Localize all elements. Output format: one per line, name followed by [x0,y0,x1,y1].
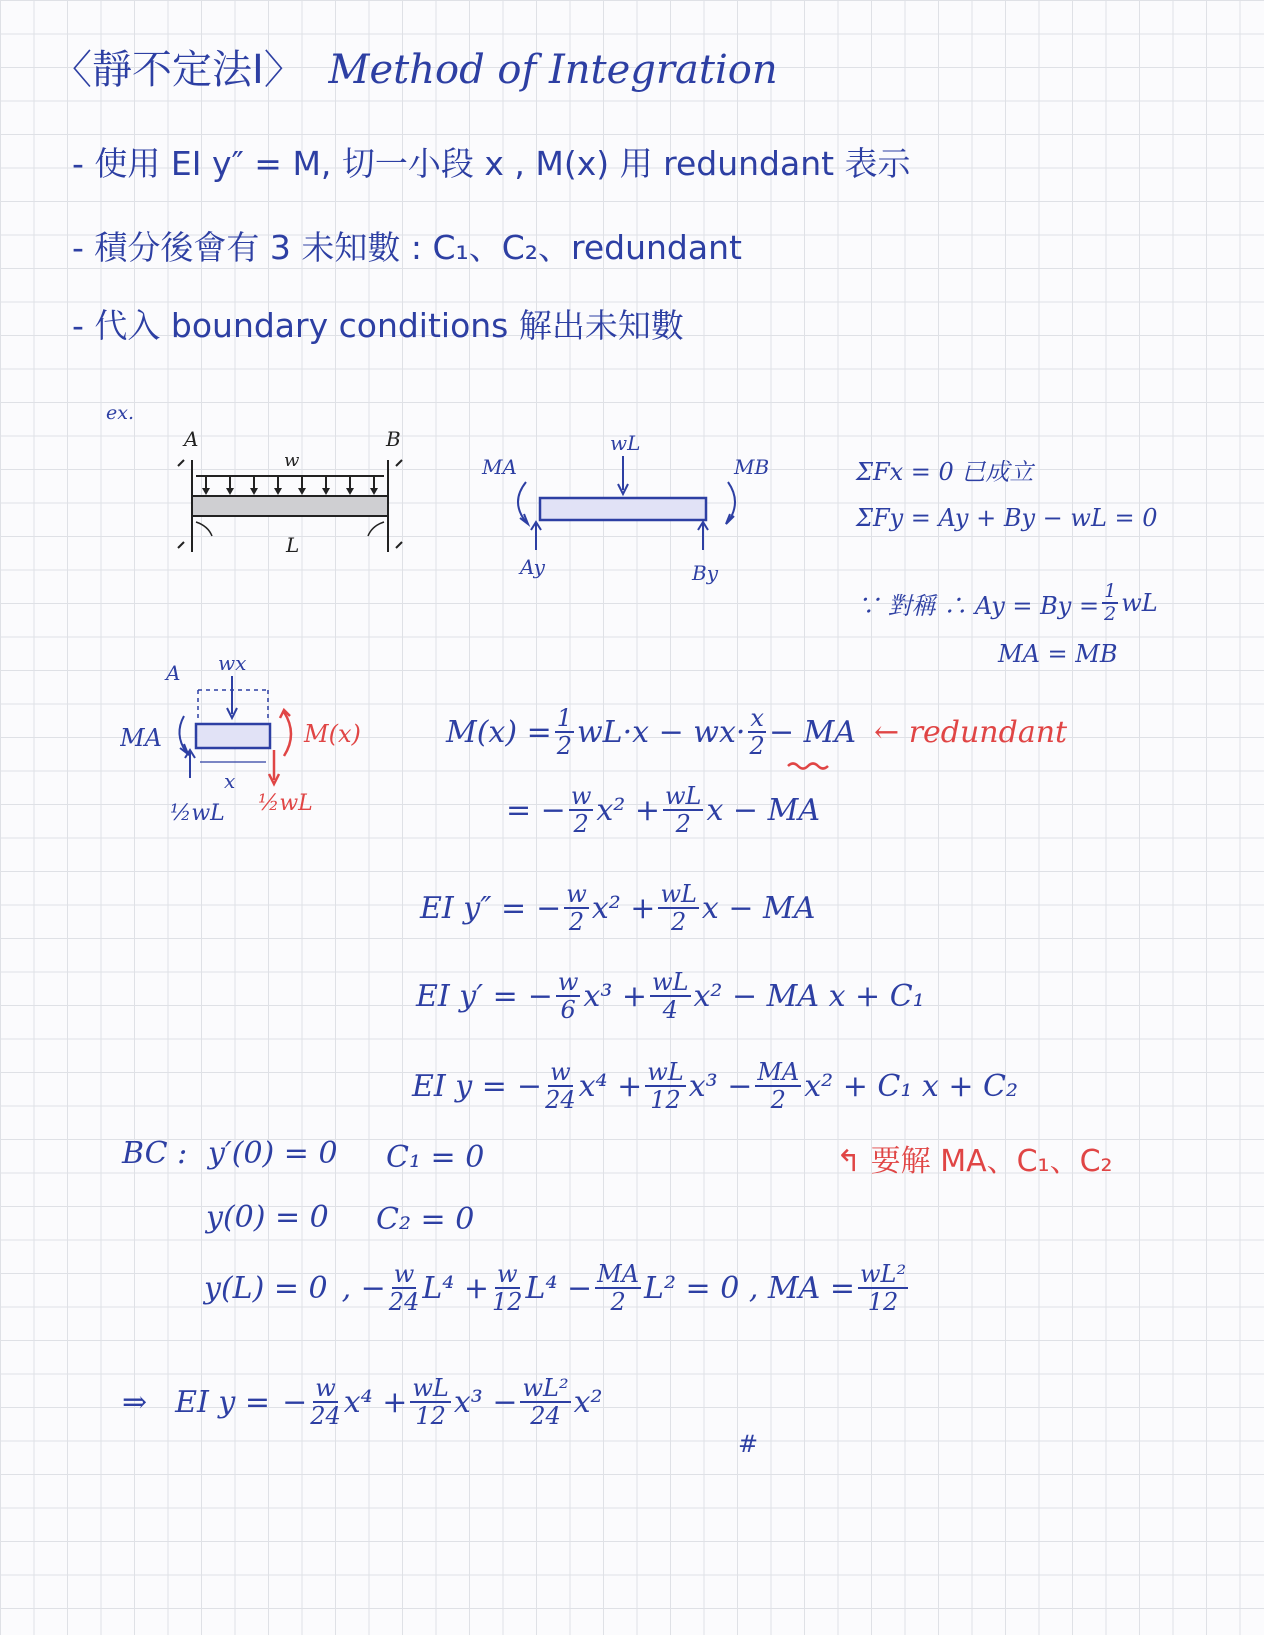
redundant-note: ← redundant [874,714,1068,750]
eq3-f3n: MA [757,1058,800,1086]
section-moment-left: MA [120,724,162,752]
bc-row3-f4d: 12 [867,1288,899,1316]
bullet-1: - 使用 EI y″ = M, 切一小段 x , M(x) 用 redundant 表示 [72,144,911,183]
eq2-f2n: wL [652,968,689,996]
beam2-reaction-right: By [692,561,718,585]
eq3-f3d: 2 [770,1086,786,1114]
redundant-underline [786,760,836,772]
bc-row2-result: C₂ = 0 [376,1202,475,1237]
bc-row3-f2d: 12 [491,1288,523,1316]
eq3-c: x³ − [688,1068,753,1104]
moment-equation-line2 [506,784,820,836]
symmetry-frac-den: 2 [1104,603,1117,625]
bc-row3-c: L⁴ − [525,1270,593,1306]
final-f3n: wL² [522,1374,569,1402]
bc-row3 [204,1262,911,1314]
bc-row3-f4n: wL² [859,1260,907,1288]
bc-row3-d: L² = 0 , MA = [644,1270,855,1306]
section-dimension: x [224,769,236,793]
section-free-body-diagram [120,650,390,840]
equilibrium-symmetry [856,582,1158,624]
eq3-a: − [516,1068,543,1104]
bc-row3-f3n: MA [597,1260,640,1288]
eq3-f1d: 24 [545,1086,576,1114]
eq3-b: x⁴ + [578,1068,643,1104]
eq2-a: − [527,978,553,1014]
bc-row3-a: , − [341,1270,386,1306]
eq1-c: x − MA [701,890,816,926]
integration-eq2 [416,970,925,1022]
bc-label: BC : [122,1136,188,1171]
section-reaction: ½wL [170,801,225,826]
equilibrium-fx: ΣFx = 0 已成立 [856,458,1034,486]
title-chinese: 〈靜不定法Ⅰ〉 [52,47,304,93]
beam1-label-b: B [386,427,401,451]
eq1-f2d: 2 [671,908,687,936]
bc-row3-f1n: w [393,1260,415,1288]
final-d: x² [573,1384,603,1420]
eq3-f1n: w [550,1058,571,1086]
eq1-b: x² + [591,890,656,926]
beam1-label-a: A [184,427,199,451]
bc-row3-b: L⁴ + [422,1270,489,1306]
moment-l2-frac1-num: w [570,782,592,810]
end-mark: # [738,1430,759,1458]
eq2-f1d: 6 [560,996,576,1024]
moment-l2-start: = − [506,792,566,828]
eq1-f2n: wL [660,880,697,908]
final-c: x³ − [453,1384,518,1420]
eq3-f2n: wL [647,1058,684,1086]
final-arrow: ⇒ [122,1384,148,1420]
moment-frac2-den: 2 [749,732,765,760]
bc-row3-f2n: w [496,1260,518,1288]
beam2-moment-left: MA [482,455,517,479]
final-f1n: w [315,1374,336,1402]
integration-eq1 [420,882,815,934]
bc-row3-f1d: 24 [388,1288,420,1316]
beam-free-body-diagram [480,430,780,600]
eq3-d: x² + C₁ x + C₂ [804,1068,1019,1104]
integration-eq3 [412,1060,1018,1112]
bc-row1-result: C₁ = 0 [386,1140,485,1175]
final-b: x⁴ + [343,1384,408,1420]
eq1-f1n: w [566,880,587,908]
bc-row2-cond: y(0) = 0 [206,1200,329,1235]
moment-l2-end: x − MA [706,792,820,828]
eq1-lhs: EI y″ = [420,890,527,926]
bullet-2: - 積分後會有 3 未知數 : C₁、C₂、redundant [72,228,742,267]
section-shear: ½wL [258,791,313,816]
final-a: − [282,1384,308,1420]
final-equation [122,1376,603,1428]
page-title [52,38,778,95]
eq3-f2d: 12 [650,1086,681,1114]
fixed-beam-diagram [160,420,420,580]
final-lhs: EI y = [175,1384,271,1420]
moment-frac2-num: x [750,704,764,732]
equilibrium-fy: ΣFy = Ay + By − wL = 0 [856,504,1158,532]
moment-term1: wL·x − wx· [577,714,746,750]
eq2-c: x² − MA x + C₁ [693,978,925,1014]
symmetry-tail: wL [1121,589,1158,617]
eq2-b: x³ + [583,978,648,1014]
moment-frac1-den: 2 [556,732,572,760]
bc-row3-f3d: 2 [610,1288,626,1316]
final-f2d: 12 [415,1402,446,1430]
example-label: ex. [106,402,134,424]
moment-l2-mid: x² + [596,792,660,828]
bc-row1-cond: y′(0) = 0 [208,1136,338,1171]
moment-l2-frac1-den: 2 [573,810,589,838]
section-load: wx [218,651,247,675]
beam2-moment-right: MB [734,455,770,479]
eq1-a: − [536,890,562,926]
symmetry-text: ∵ 對稱 ∴ Ay = By = [856,591,1100,620]
section-moment-right: M(x) [304,720,361,748]
beam1-length: L [286,533,300,557]
beam2-reaction-left: Ay [520,555,545,579]
moment-equation [446,706,1067,758]
equilibrium-moments: MA = MB [998,640,1118,668]
moment-l2-frac2-den: 2 [675,810,691,838]
title-english: Method of Integration [328,47,778,93]
eq2-lhs: EI y′ = [416,978,518,1014]
final-f1d: 24 [310,1402,341,1430]
symmetry-frac-num: 1 [1104,580,1117,602]
moment-l2-frac2-num: wL [664,782,702,810]
moment-term2: − MA [768,714,857,750]
bc-row3-cond: y(L) = 0 [204,1270,328,1306]
unknowns-note: ↰ 要解 MA、C₁、C₂ [836,1144,1113,1179]
eq1-f1d: 2 [568,908,585,936]
final-f2n: wL [412,1374,449,1402]
section-label-a: A [166,661,181,685]
eq3-lhs: EI y = [412,1068,507,1104]
moment-eq-lhs: M(x) = [446,714,552,750]
final-f3d: 24 [530,1402,561,1430]
moment-frac1-num: 1 [556,704,572,732]
bullet-3: - 代入 boundary conditions 解出未知數 [72,306,684,345]
beam2-load: wL [610,431,641,455]
beam1-load: w [284,450,300,471]
eq2-f2d: 4 [662,996,678,1024]
eq2-f1n: w [557,968,579,996]
